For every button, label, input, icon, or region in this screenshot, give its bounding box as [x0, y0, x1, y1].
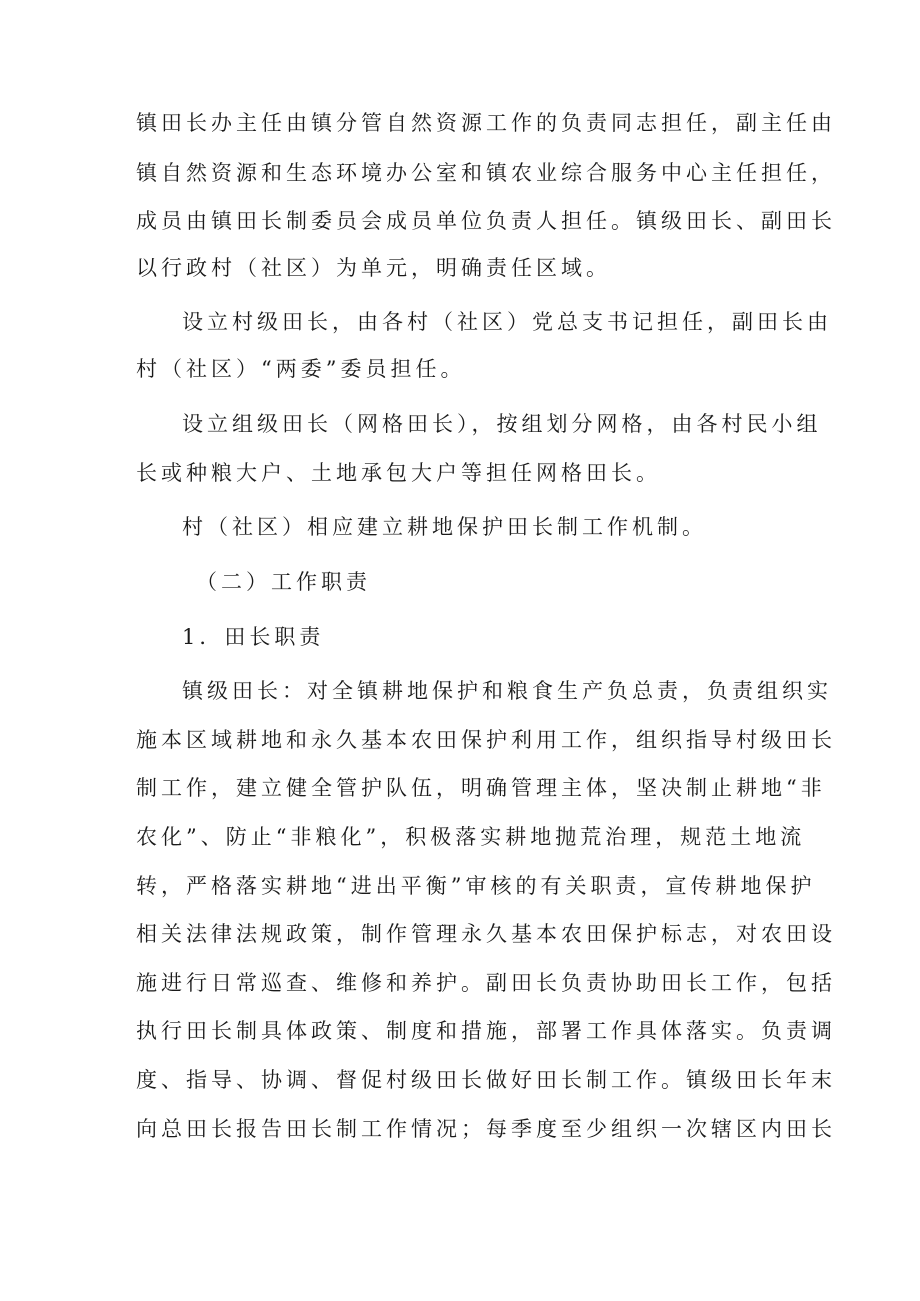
paragraph-line: 执行田长制具体政策、制度和措施，部署工作具体落实。负责调 [136, 1019, 836, 1043]
paragraph-line: 农化”、防止“非粮化”，积极落实耕地抛荒治理，规范土地流 [136, 825, 806, 849]
paragraph-line: 镇自然资源和生态环境办公室和镇农业综合服务中心主任担任， [136, 161, 836, 185]
paragraph-line: 制工作，建立健全管护队伍，明确管理主体，坚决制止耕地“非 [136, 776, 826, 800]
paragraph-line: 长或种粮大户、土地承包大户等担任网格田长。 [136, 461, 661, 485]
subsection-heading: 1．田长职责 [182, 625, 325, 649]
paragraph-line: 以行政村（社区）为单元，明确责任区域。 [136, 256, 611, 280]
paragraph-line: 设立组级田长（网格田长），按组划分网格，由各村民小组 [182, 412, 822, 436]
paragraph-line: 施本区域耕地和永久基本农田保护利用工作，组织指导村级田长 [136, 728, 836, 752]
paragraph-line: 转，严格落实耕地“进出平衡”审核的有关职责，宣传耕地保护 [136, 874, 816, 898]
paragraph-line: 向总田长报告田长制工作情况；每季度至少组织一次辖区内田长 [136, 1117, 836, 1141]
paragraph-line: 镇田长办主任由镇分管自然资源工作的负责同志担任，副主任由 [136, 111, 836, 135]
paragraph-line: 设立村级田长，由各村（社区）党总支书记担任，副田长由 [182, 310, 832, 334]
paragraph-line: 村（社区）“两委”委员担任。 [136, 357, 466, 381]
paragraph-line: 度、指导、协调、督促村级田长做好田长制工作。镇级田长年末 [136, 1068, 836, 1092]
paragraph-line: 村（社区）相应建立耕地保护田长制工作机制。 [182, 515, 707, 539]
paragraph-line: 镇级田长：对全镇耕地保护和粮食生产负总责，负责组织实 [182, 679, 832, 703]
paragraph-line: 施进行日常巡查、维修和养护。副田长负责协助田长工作，包括 [136, 971, 836, 995]
paragraph-line: 相关法律法规政策，制作管理永久基本农田保护标志，对农田设 [136, 922, 836, 946]
paragraph-line: 成员由镇田长制委员会成员单位负责人担任。镇级田长、副田长 [136, 209, 836, 233]
section-heading: （二）工作职责 [196, 570, 371, 594]
